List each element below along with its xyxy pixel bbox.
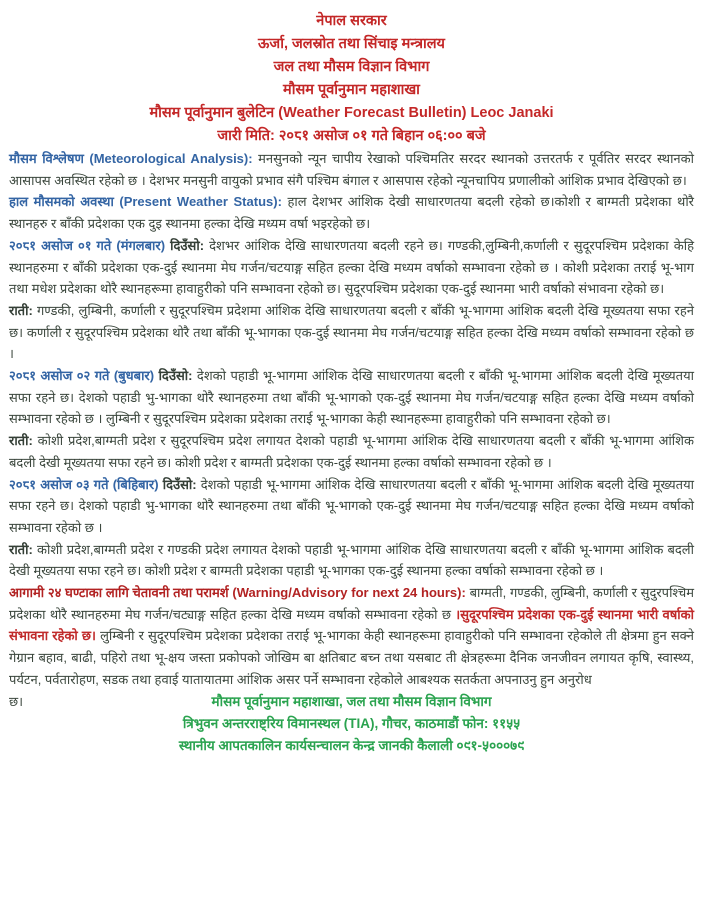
forecast-day1-daytime-label: दिउँसो: [170, 237, 205, 253]
warning-advisory-rest-text: लुम्बिनी र सुदूरपश्चिम प्रदेशका प्रदेशका तराई भू-भागका केही स्थानहरूमा हावाहुरीको पनि सम्भावना रहेकोले ती क्षेत्रमा हुन सक्ने गेग्रान बहाव, बाढी, पहिरो तथा भू-क्षय जस्ता प्रकोपको जोखिम बा क्षतिबाट बच्न तथा यसबाट ती क्षेत्रहरूमा दैनिक जनजीवन लगायत कृषि, स्वास्थ्य, पर्यटन, पर्वतारोहण, सडक तथा हवाई यातायातमा आंशिक असर पर्ने सम्भावना रहेकोले आबश्यक सतर्कता अपनाउनु हुन अनुरोध [9, 628, 694, 687]
forecast-day2-night-label: राती: [9, 433, 33, 449]
header-division-name: मौसम पूर्वानुमान महाशाखा [283, 82, 420, 98]
forecast-day1-night-paragraph [9, 300, 694, 365]
warning-heavy-rain-highlight: ।सुदूरपश्चिम प्रदेशका एक-दुई स्थानमा भारी वर्षाको संभावना रहेको छ। [9, 606, 694, 644]
present-weather-heading: हाल मौसमको अवस्था (Present Weather Status): [9, 194, 282, 210]
forecast-day3-night-text: कोशी प्रदेश,बाग्मती प्रदेश र गण्डकी प्रदेश लगायत देशको पहाडी भू-भागमा आंशिक देखि साधारणतया बदली र बाँकी भू-भागमा आंशिक बदली देखी मूख्यतया सफा रहने छ। कोशी प्रदेश र बाग्मती प्रदेशका पहाडी भू-भागका एक-दुई स्थानमा हल्का वर्षाको सम्भावना रहेको छ । [9, 541, 694, 579]
warning-advisory-heading: आगामी २४ घण्टाका लागि चेतावनी तथा परामर्श (Warning/Advisory for next 24 hours): [9, 585, 466, 601]
forecast-day2-night-paragraph [9, 430, 694, 473]
forecast-day3-daytime-text: देशको पहाडी भू-भागमा आंशिक देखि साधारणतया बदली र बाँकी भू-भागमा आंशिक बदली देखि मूख्यतया सफा रहने छ। देशको पहाडी भु-भागका थोरै स्थानहरुमा तथा बाँकी भू-भागको एक-दुई स्थानमा मेघ गर्जन/चटयाङ्ग सहित हल्का देखि मध्यम वर्षाको सम्भावना रहेको छ । [9, 476, 694, 535]
forecast-day2-night-text: कोशी प्रदेश,बाग्मती प्रदेश र सुदूरपश्चिम प्रदेश लगायत देशको पहाडी भू-भागमा आंशिक देखि साधारणतया बदली र बाँकी भू-भागमा आंशिक बदली देखी मूख्यतया सफा रहने छ। कोशी प्रदेश र बाग्मती प्रदेशका एक-दुई स्थानमा हल्का वर्षाको सम्भावना रहेको छ । [9, 433, 694, 470]
document-header [9, 10, 694, 148]
forecast-day3-daytime-paragraph [9, 474, 694, 539]
footer-division-line: मौसम पूर्वानुमान महाशाखा, जल तथा मौसम विज्ञान विभाग [211, 693, 492, 709]
forecast-day2-daytime-label: दिउँसो: [158, 368, 193, 384]
warning-advisory-lead-text: बाग्मती, गण्डकी, लुम्बिनी, कर्णाली र सुदुरपश्चिम प्रदेशका थोरै स्थानहरुमा मेघ गर्जन/चट्याङ्ग सहित हल्का देखि मध्यम वर्षाको सम्भावना रहेको छ [9, 585, 694, 622]
forecast-day3-daytime-label: दिउँसो: [162, 476, 197, 492]
footer-emergency-center-line: स्थानीय आपतकालिन कार्यसन्चालन केन्द्र जानकी कैलाली ०९१-५०००७९ [178, 737, 525, 753]
forecast-day1-date: २०८१ असोज ०१ गते (मंगलबार) [9, 237, 166, 253]
present-weather-paragraph [9, 191, 694, 234]
meteorological-analysis-paragraph [9, 148, 694, 191]
forecast-day3-night-label: राती: [9, 541, 33, 557]
meteorological-analysis-heading: मौसम विश्लेषण (Meteorological Analysis): [9, 151, 253, 166]
forecast-day1-night-text: गण्डकी, लुम्बिनी, कर्णाली र सुदूरपश्चिम प्रदेशमा आंशिक देखि साधारणतया बदली र बाँकी भू-भागमा आंशिक बदली देखि मूख्यतया सफा रहने छ। कर्णाली र सुदूरपश्चिम प्रदेशका थोरै तथा बाँकी भू-भागका एक-दुई स्थानमा मेघ गर्जन/चटयाङ्ग सहित हल्का देखि मध्यम वर्षाको सम्भावना रहेको छ । [9, 302, 694, 362]
warning-paragraph-tail: छ। [9, 693, 24, 709]
header-bulletin-title: मौसम पूर्वानुमान बुलेटिन (Weather Forecast Bulletin) Leoc Janaki [149, 105, 554, 121]
footer-airport-contact-line: त्रिभुवन अन्तरराष्ट्रिय विमानस्थल (TIA), गौचर, काठमाडौं फोन: ११५५ [182, 715, 521, 731]
forecast-day1-daytime-paragraph [9, 235, 694, 300]
warning-advisory-paragraph [9, 582, 694, 691]
forecast-day2-date: २०८१ असोज ०२ गते (बुधबार) [9, 368, 155, 384]
footer-row-division [9, 691, 694, 713]
meteorological-analysis-text: मनसुनको न्यून चापीय रेखाको पश्चिमतिर सरदर स्थानको उत्तरतर्फ र पूर्वतिर सरदर स्थानको आसापस अवस्थित रहेको छ । देशभर मनसुनी वायुको प्रभाव संगै पश्चिम बंगाल र आसपास रहेको न्यूनचापिय प्रणालीको आंशिक प्रभाव देखिएको छ। [9, 151, 694, 188]
header-ministry-name: ऊर्जा, जलस्रोत तथा सिंचाइ मन्त्रालय [258, 36, 445, 52]
forecast-day3-night-paragraph [9, 539, 694, 582]
forecast-day1-night-label: राती: [9, 302, 33, 318]
present-weather-text: हाल देशभर आंशिक देखी साधारणतया बदली रहेको छ।कोशी र बाग्मती प्रदेशका थोरै स्थानहरु र बाँकी प्रदेशका एक दुइ स्थानमा हल्का देखि मध्यम वर्षा भइरहेको छ। [9, 194, 694, 232]
forecast-day3-date: २०८१ असोज ०३ गते (बिहिबार) [9, 476, 159, 492]
forecast-day2-daytime-text: देशको पहाडी भू-भागमा आंशिक देखि साधारणतया बदली र बाँकी भू-भागमा आंशिक बदली देखि मूख्यतया सफा रहने छ। देशको पहाडी भु-भागका थोरै स्थानहरुमा तथा बाँकी भू-भागको एक-दुई स्थानमा मेघ गर्जन/चटयाङ्ग सहित हल्का देखि मध्यम वर्षाको सम्भावना रहेको छ । लुम्बिनी र सुदूरपश्चिम प्रदेशका प्रदेशका तराई भू-भागका केही स्थानहरूमा हावाहुरीको पनि सम्भावना रहेको छ। [9, 368, 694, 427]
header-department-name: जल तथा मौसम विज्ञान विभाग [273, 59, 430, 75]
forecast-day2-daytime-paragraph [9, 365, 694, 430]
forecast-day1-daytime-text: देशभर आंशिक देखि साधारणतया बदली रहने छ। गण्डकी,लुम्बिनी,कर्णाली र सुदूरपश्चिम प्रदेशका केहि स्थानहरुमा र बाँकी प्रदेशका एक-दुई स्थानमा मेघ गर्जन/चटयाङ्ग सहित हल्का देखि मध्यम वर्षाको सम्भावना रहेको छ । कोशी प्रदेशका तराई भू-भाग तथा मधेश प्रदेशका थोरै स्थानहरूमा हावाहुरीको पनि सम्भावना रहेको छ। सुदूरपश्चिम प्रदेशका एक-दुई स्थानमा भारी वर्षाको संभावना रहेको छ। [9, 237, 694, 297]
header-government-name: नेपाल सरकार [316, 13, 387, 29]
header-issue-date: जारी मिति: २०८१ असोज ०१ गते बिहान ०६:०० बजे [217, 128, 486, 144]
